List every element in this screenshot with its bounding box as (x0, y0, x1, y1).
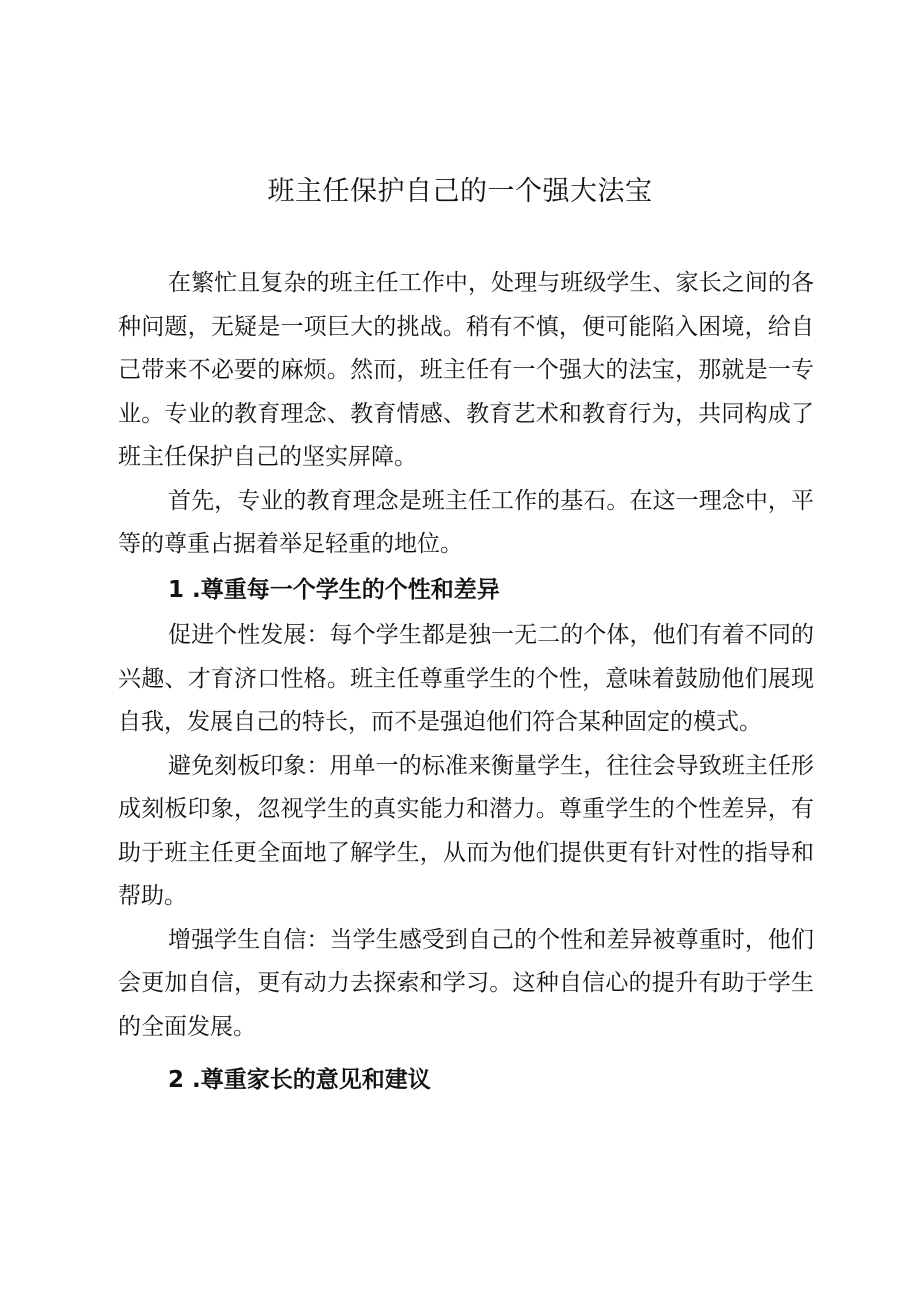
section-1-paragraph-personality: 促进个性发展：每个学生都是独一无二的个体，他们有着不同的兴趣、才育济口性格。班主任尊重学生的个性，意味着鼓励他们展现自我，发展自己的特长，而不是强迫他们符合某种固定的模式。 (118, 622, 814, 735)
document-title: 班主任保护自己的一个强大法宝 (267, 176, 653, 207)
document-body (118, 262, 814, 1105)
section-1-paragraph-stereotype: 避免刻板印象：用单一的标准来衡量学生，往往会导致班主任形成刻板印象，忽视学生的真实能力和潜力。尊重学生的个性差异，有助于班主任更全面地了解学生，从而为他们提供更有针对性的指导和帮助。 (118, 752, 814, 909)
principle-paragraph: 首先，专业的教育理念是班主任工作的基石。在这一理念中，平等的尊重占据着举足轻重的地位。 (118, 487, 814, 557)
section-1-paragraph-confidence: 增强学生自信：当学生感受到自己的个性和差异被尊重时，他们会更加自信，更有动力去探索和学习。这种自信心的提升有助于学生的全面发展。 (118, 926, 814, 1040)
section-2-heading: 2 .尊重家长的意见和建议 (168, 1067, 431, 1093)
section-1-heading: 1 .尊重每一个学生的个性和差异 (168, 576, 500, 603)
intro-paragraph: 在繁忙且复杂的班主任工作中，处理与班级学生、家长之间的各种问题，无疑是一项巨大的挑战。稍有不慎，便可能陷入困境，给自己带来不必要的麻烦。然而，班主任有一个强大的法宝，那就是一专业。专业的教育理念、教育情感、教育艺术和教育行为，共同构成了班主任保护自己的坚实屏障。 (118, 270, 814, 470)
